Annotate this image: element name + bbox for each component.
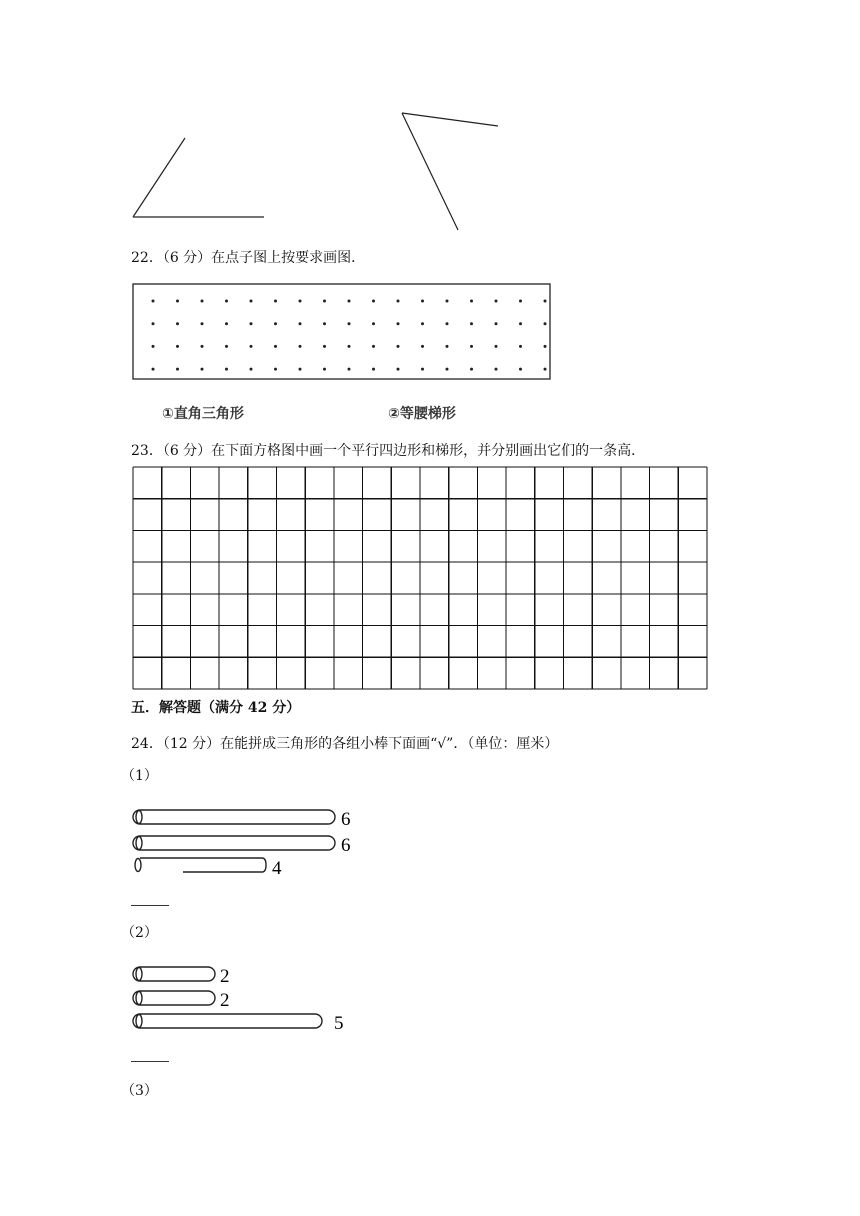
grid-dot (225, 368, 228, 371)
grid-dot (348, 368, 351, 371)
grid-dot (299, 300, 302, 303)
grid-dot (274, 300, 277, 303)
dot-grid[interactable] (0, 280, 860, 384)
grid-dot (495, 345, 498, 348)
grid-dot (348, 322, 351, 325)
angle-figure-left (133, 138, 264, 217)
grid-dot (519, 345, 522, 348)
stick-1-1-length: 6 (341, 809, 351, 830)
grid-dot (250, 345, 253, 348)
grid-dot (152, 322, 155, 325)
grid-dot (397, 300, 400, 303)
question-24-title: 24．（12 分）在能拼成三角形的各组小棒下面画“√”．（单位：厘米） (131, 736, 559, 752)
stick-2-1-length: 2 (220, 966, 230, 987)
stick-1-3-length: 4 (272, 858, 282, 879)
group-1-label: （1） (121, 768, 158, 784)
grid-dot (323, 322, 326, 325)
stick-1-3 (135, 858, 266, 872)
grid-dot (201, 300, 204, 303)
grid-dot (495, 300, 498, 303)
grid-dot (519, 322, 522, 325)
square-grid[interactable] (0, 460, 860, 696)
grid-dot (470, 368, 473, 371)
dot-grid-dots (152, 300, 547, 371)
grid-dot (176, 345, 179, 348)
stick-1-2-length: 6 (341, 835, 351, 856)
grid-dot (446, 322, 449, 325)
grid-dot (225, 345, 228, 348)
grid-dot (299, 345, 302, 348)
grid-dot (201, 345, 204, 348)
grid-dot (495, 368, 498, 371)
grid-dot (470, 322, 473, 325)
grid-dot (372, 345, 375, 348)
grid-dot (544, 368, 547, 371)
grid-dot (152, 368, 155, 371)
answer-line-1[interactable] (131, 905, 169, 906)
stick-2-3 (133, 1014, 322, 1028)
grid-dot (274, 322, 277, 325)
grid-dot (470, 300, 473, 303)
grid-dot (446, 368, 449, 371)
grid-dot (299, 368, 302, 371)
stick-group-1 (0, 800, 860, 880)
grid-dot (348, 345, 351, 348)
grid-dot (421, 368, 424, 371)
stick-2-2 (133, 991, 215, 1005)
stick-2-1 (133, 967, 215, 981)
grid-dot (323, 368, 326, 371)
angle-figures (0, 0, 860, 240)
label-right-triangle: ①直角三角形 (162, 406, 244, 422)
dot-grid-frame (133, 284, 550, 379)
question-23-title: 23．（6 分）在下面方格图中画一个平行四边形和梯形，并分别画出它们的一条高． (131, 443, 646, 459)
grid-dot (446, 345, 449, 348)
answer-line-2[interactable] (131, 1061, 169, 1062)
grid-dot (544, 345, 547, 348)
grid-dot (176, 368, 179, 371)
grid-dot (201, 322, 204, 325)
section-5-title: 五．解答题（满分 42 分） (131, 700, 301, 716)
grid-dot (250, 322, 253, 325)
stick-2-3-length: 5 (334, 1013, 344, 1034)
grid-dot (421, 345, 424, 348)
stick-2-2-length: 2 (220, 990, 230, 1011)
grid-dot (372, 300, 375, 303)
grid-dot (397, 322, 400, 325)
grid-dot (250, 368, 253, 371)
grid-dot (397, 368, 400, 371)
grid-dot (372, 368, 375, 371)
grid-dot (225, 300, 228, 303)
grid-dot (176, 300, 179, 303)
label-isosceles-trapezoid: ②等腰梯形 (388, 406, 456, 422)
square-grid-lines (133, 467, 707, 689)
group-3-label: （3） (121, 1083, 158, 1099)
grid-dot (201, 368, 204, 371)
grid-dot (519, 368, 522, 371)
grid-dot (421, 322, 424, 325)
grid-dot (470, 345, 473, 348)
grid-dot (348, 300, 351, 303)
grid-dot (421, 300, 424, 303)
grid-dot (274, 345, 277, 348)
grid-dot (446, 300, 449, 303)
grid-dot (152, 345, 155, 348)
grid-dot (152, 300, 155, 303)
question-22-title: 22．（6 分）在点子图上按要求画图． (131, 250, 366, 266)
grid-dot (372, 322, 375, 325)
grid-dot (544, 322, 547, 325)
grid-dot (274, 368, 277, 371)
stick-1-2 (133, 836, 335, 850)
grid-dot (495, 322, 498, 325)
grid-dot (250, 300, 253, 303)
grid-dot (299, 322, 302, 325)
group-2-label: （2） (121, 925, 158, 941)
grid-dot (519, 300, 522, 303)
grid-dot (323, 300, 326, 303)
stick-group-2 (0, 958, 860, 1038)
grid-dot (397, 345, 400, 348)
grid-dot (323, 345, 326, 348)
grid-dot (544, 300, 547, 303)
angle-figure-right (402, 113, 498, 230)
stick-1-1 (133, 810, 335, 824)
grid-dot (176, 322, 179, 325)
grid-dot (225, 322, 228, 325)
